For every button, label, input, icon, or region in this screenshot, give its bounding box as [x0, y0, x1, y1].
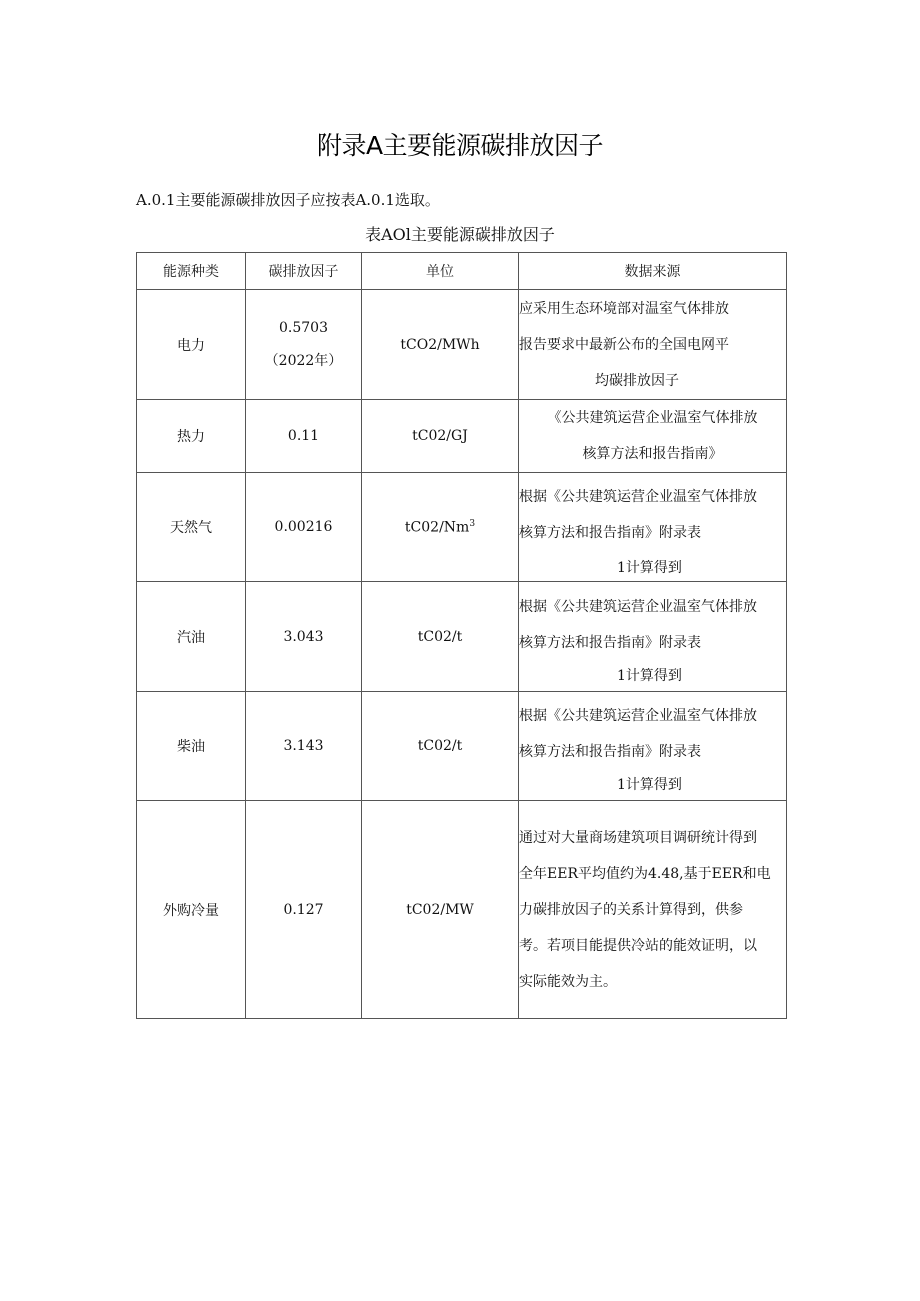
source-line: 实际能效为主。: [519, 973, 617, 990]
source-line: 《公共建筑运营企业温室气体排放: [547, 410, 758, 426]
appendix-title: 附录A主要能源碳排放因子: [316, 131, 604, 160]
source-line: 全年EER平均值约为4.48,基于EER和电: [519, 865, 771, 882]
unit-superscript: 3: [469, 518, 476, 529]
source-line: 力碳排放因子的关系计算得到，供参: [519, 901, 743, 918]
source-cell: [519, 692, 787, 801]
energy-cell: 柴油: [137, 692, 246, 801]
header-data-source: 数据来源: [519, 253, 787, 290]
factor-cell: 3.143: [246, 692, 362, 801]
intro-paragraph: A.0.1主要能源碳排放因子应按表A.0.1选取。: [136, 191, 440, 209]
source-cell: [519, 582, 787, 692]
table-caption: 表AOl主要能源碳排放因子: [365, 225, 555, 244]
unit-cell: tC02/t: [362, 692, 519, 801]
source-cell: [519, 801, 787, 1019]
source-line: 通过对大量商场建筑项目调研统计得到: [519, 829, 757, 846]
unit-cell: [362, 473, 519, 582]
factor-cell: [246, 290, 362, 400]
source-line: 核算方法和报告指南》: [582, 446, 723, 462]
source-line: 根据《公共建筑运营企业温室气体排放: [519, 708, 757, 724]
factor-cell: 0.00216: [246, 473, 362, 582]
energy-cell: 热力: [137, 400, 246, 473]
factor-cell: 0.127: [246, 801, 362, 1019]
source-cell: [519, 290, 787, 400]
source-line: 均碳排放因子: [595, 372, 679, 389]
header-unit: 单位: [362, 253, 519, 290]
table-row: [137, 582, 787, 692]
source-line: 根据《公共建筑运营企业温室气体排放: [519, 489, 757, 505]
table-row: [137, 801, 787, 1019]
energy-cell: 电力: [137, 290, 246, 400]
source-cell: [519, 473, 787, 582]
source-line: 核算方法和报告指南》附录表: [519, 634, 701, 651]
factor-cell: 0.11: [246, 400, 362, 473]
header-emission-factor: 碳排放因子: [246, 253, 362, 290]
energy-cell: 天然气: [137, 473, 246, 582]
unit-text: tC02/Nm: [404, 519, 470, 536]
table-row: [137, 692, 787, 801]
table-row: [137, 290, 787, 400]
factor-cell: 3.043: [246, 582, 362, 692]
source-line: 应采用生态环境部对温室气体排放: [519, 300, 729, 317]
source-line: 根据《公共建筑运营企业温室气体排放: [519, 598, 757, 615]
source-line: 核算方法和报告指南》附录表: [519, 525, 701, 541]
source-line: 核算方法和报告指南》附录表: [519, 744, 701, 760]
source-line: 1计算得到: [617, 560, 682, 576]
source-line: 考。若项目能提供冷站的能效证明，以: [519, 937, 757, 954]
unit-cell: tC02/t: [362, 582, 519, 692]
header-energy-type: 能源种类: [137, 253, 246, 290]
table-row: [137, 473, 787, 582]
source-line: 1计算得到: [617, 667, 682, 684]
energy-cell: 汽油: [137, 582, 246, 692]
factor-value: 0.5703: [279, 319, 328, 336]
source-line: 报告要求中最新公布的全国电网平: [519, 336, 729, 353]
unit-cell: tC02/MW: [362, 801, 519, 1019]
factor-year-note: （2022年）: [264, 352, 343, 369]
emission-factor-table: [136, 252, 787, 1019]
energy-cell: 外购冷量: [137, 801, 246, 1019]
source-line: 1计算得到: [617, 777, 682, 793]
unit-cell: tC02/GJ: [362, 400, 519, 473]
unit-cell: tCO2/MWh: [362, 290, 519, 400]
table-header-row: [137, 253, 787, 290]
source-cell: [519, 400, 787, 473]
table-row: [137, 400, 787, 473]
